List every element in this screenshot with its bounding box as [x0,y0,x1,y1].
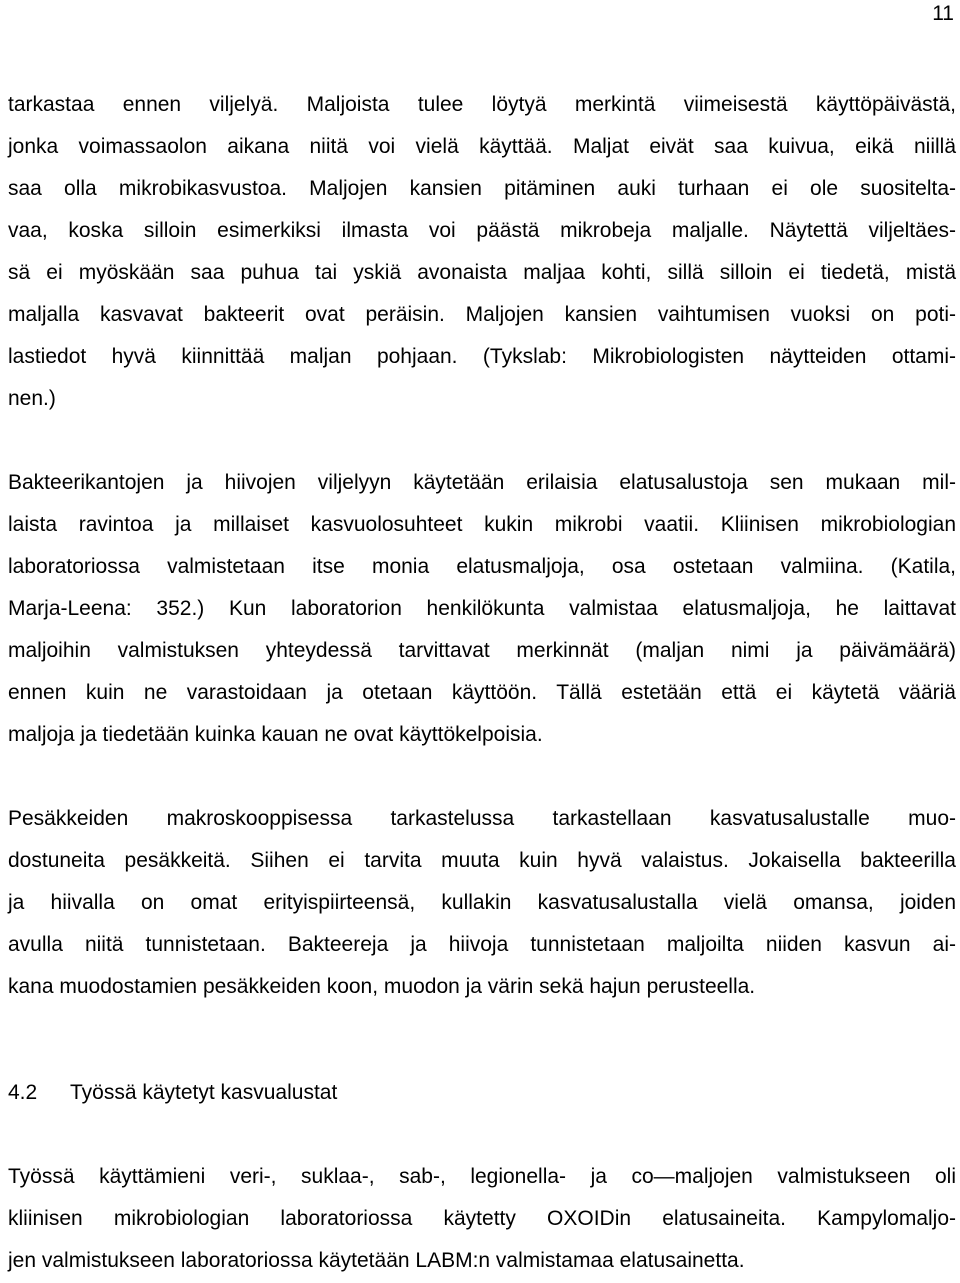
document-body [8,84,956,1282]
text-line: dostuneita pesäkkeitä. Siihen ei tarvita muuta kuin hyvä valaistus. Jokaisella bakteerilla [8,849,956,872]
text-line: Bakteerikantojen ja hiivojen viljelyyn käytetään erilaisia elatusalustoja sen mukaan mil- [8,471,956,494]
paragraph-1 [8,84,956,420]
text-line: Marja-Leena: 352.) Kun laboratorion henkilökunta valmistaa elatusmaljoja, he laittavat [8,597,956,620]
paragraph-2 [8,462,956,756]
text-line: Pesäkkeiden makroskooppisessa tarkastelussa tarkastellaan kasvatusalustalle muo- [8,807,956,830]
text-line: laista ravintoa ja millaiset kasvuolosuhteet kukin mikrobi vaatii. Kliinisen mikrobiologian [8,513,956,536]
text-line: ennen kuin ne varastoidaan ja otetaan käyttöön. Tällä estetään että ei käytetä vääriä [8,681,956,704]
section-spacer [8,1008,956,1072]
paragraph-4 [8,1156,956,1282]
text-line: saa olla mikrobikasvustoa. Maljojen kansien pitäminen auki turhaan ei ole suositelta- [8,177,956,200]
page-number: 11 [932,2,954,25]
text-line: laboratoriossa valmistetaan itse monia elatusmaljoja, osa ostetaan valmiina. (Katila, [8,555,956,578]
text-line: tarkastaa ennen viljelyä. Maljoista tulee löytyä merkintä viimeisestä käyttöpäivästä, [8,93,956,116]
text-line: kliinisen mikrobiologian laboratoriossa käytetty OXOIDin elatusaineita. Kampylomaljo- [8,1207,956,1230]
paragraph-spacer [8,1114,956,1156]
text-line: lastiedot hyvä kiinnittää maljan pohjaan. (Tykslab: Mikrobiologisten näytteiden ottami- [8,345,956,368]
text-line: jonka voimassaolon aikana niitä voi vielä käyttää. Maljat eivät saa kuivua, eikä niillä [8,135,956,158]
text-line: vaa, koska silloin esimerkiksi ilmasta voi päästä mikrobeja maljalle. Näytettä viljeltäes- [8,219,956,242]
section-heading [8,1072,956,1114]
text-line: kana muodostamien pesäkkeiden koon, muodon ja värin sekä hajun perusteella. [8,975,756,998]
text-line: avulla niitä tunnistetaan. Bakteereja ja hiivoja tunnistetaan maljoilta niiden kasvun ai- [8,933,956,956]
paragraph-spacer [8,420,956,462]
text-line: jen valmistukseen laboratoriossa käytetään LABM:n valmistamaa elatusainetta. [8,1249,745,1272]
section-title: Työssä käytetyt kasvualustat [70,1081,338,1104]
text-line: maljoihin valmistuksen yhteydessä tarvittavat merkinnät (maljan nimi ja päivämäärä) [8,639,956,662]
text-line: maljoja ja tiedetään kuinka kauan ne ovat käyttökelpoisia. [8,723,543,746]
paragraph-3 [8,798,956,1008]
section-number: 4.2 [8,1081,38,1104]
text-line: maljalla kasvavat bakteerit ovat peräisin. Maljojen kansien vaihtumisen vuoksi on poti- [8,303,956,326]
text-line: Työssä käyttämieni veri-, suklaa-, sab-, legionella- ja co—maljojen valmistukseen oli [8,1165,956,1188]
text-line: nen.) [8,387,56,410]
text-line: ja hiivalla on omat erityispiirteensä, kullakin kasvatusalustalla vielä omansa, joiden [8,891,956,914]
paragraph-spacer [8,756,956,798]
text-line: sä ei myöskään saa puhua tai yskiä avonaista maljaa kohti, sillä silloin ei tiedetä, mistä [8,261,956,284]
